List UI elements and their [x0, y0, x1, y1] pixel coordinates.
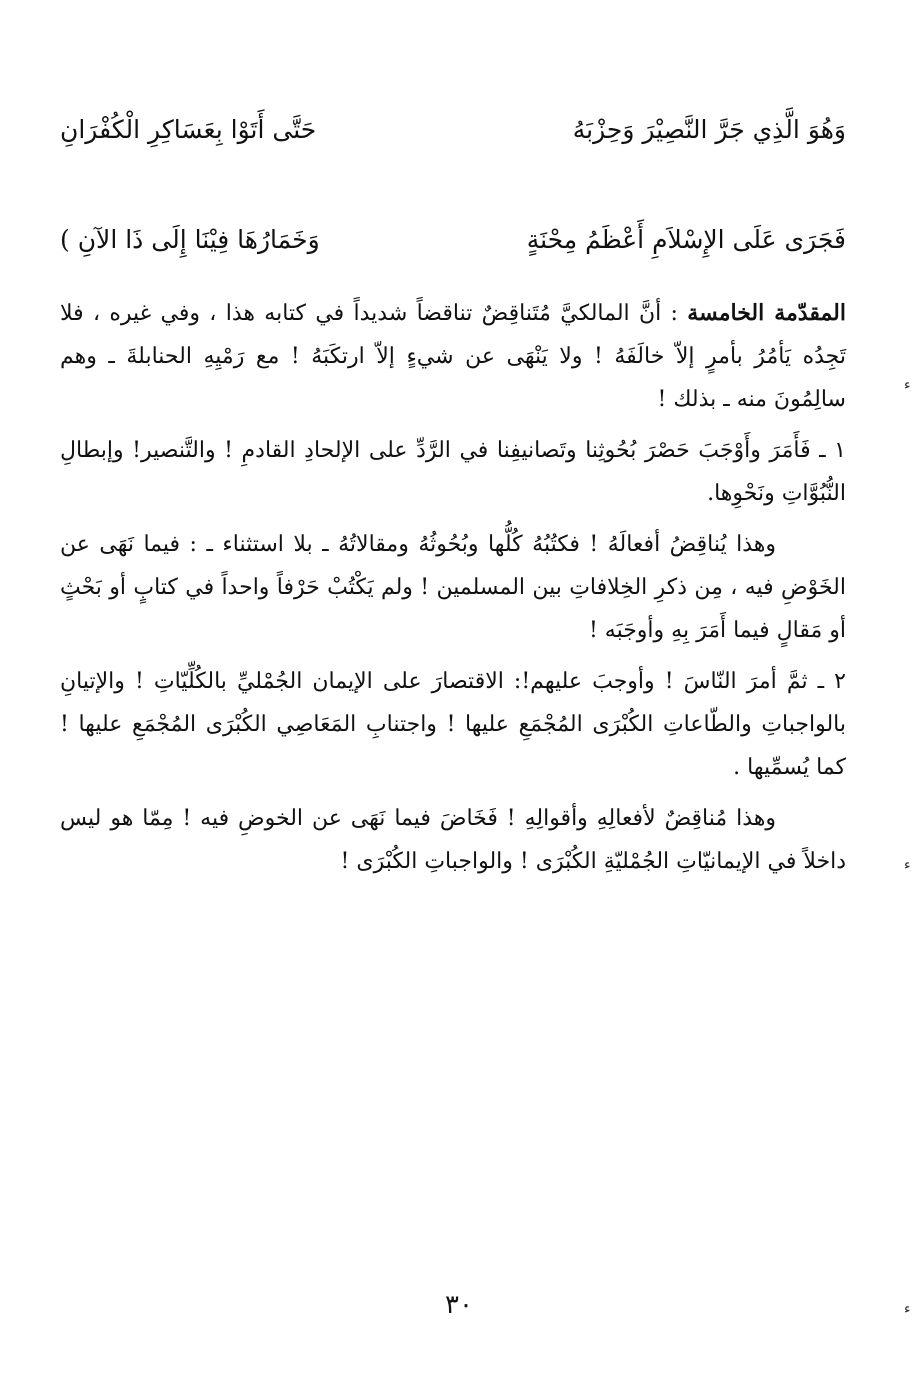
section-intro-paragraph	[60, 292, 846, 421]
section-intro-text: : أنَّ المالكيَّ مُتَناقِضٌ تناقضاً شديداً في كتابه هذا ، وفي غيره ، فلا تَجِدُه يَأمُرُ بأمرٍ إلاّ خالَفَهُ ! ولا يَنْهَى عن شيءٍ إلاّ ارتكَبَهُ ! مع رَمْيِهِ الحنابلةَ ـ وهم سالِمُونَ منه ـ بذلك !	[60, 301, 846, 412]
paragraph: ٢ ـ ثمَّ أمرَ النّاسَ ! وأوجبَ عليهم!: الاقتصارَ على الإيمان الجُمْليِّ بالكُلِّيّاتِ ! والإتيانِ بالواجباتِ والطّاعاتِ الكُبْرَى المُجْمَعِ عليها ! واجتنابِ المَعَاصِي الكُبْرَى المُجْمَعِ عليها ! كما يُسمِّيها .	[60, 669, 846, 780]
paragraph: وهذا يُناقِضُ أفعالَهُ ! فكتُبُهُ كُلُّها وبُحُوثُهُ ومقالاتُهُ ـ بلا استثناء ـ : فيما نَهَى عن الخَوْضِ فيه ، مِن ذكرِ الخِلافاتِ بين المسلمين ! ولم يَكْتُبْ حَرْفاً واحداً في كتابٍ أو بَحْثٍ أو مَقالٍ فيما أَمَرَ بِهِ وأوجَبَه !	[60, 532, 846, 643]
paragraph: ١ ـ فَأَمَرَ وأَوْجَبَ حَصْرَ بُحُوثِنا وتَصانيفِنا في الرَّدِّ على الإلحادِ القادمِ ! والتَّنصير! وإبطالِ النُّبُوَّاتِ ونَحْوِها.	[60, 438, 846, 506]
verse-first-hemistich: فَجَرَى عَلَى الإِسْلاَمِ أَعْظَمُ مِحْنَةٍ	[526, 225, 846, 254]
page-number: ٣٠	[445, 1290, 473, 1320]
paragraph: وهذا مُناقِضٌ لأفعالِهِ وأقوالِهِ ! فَخَاضَ فيما نَهَى عن الخوضِ فيه ! مِمّا هو ليس داخلاً في الإيمانيّاتِ الجُمْليّةِ الكُبْرَى ! والواجباتِ الكُبْرَى !	[60, 806, 846, 874]
scan-edge-mark: ء	[904, 857, 911, 873]
verse-first-hemistich: وَهُوَ الَّذِي جَرَّ النَّصِيْرَ وَحِزْبَهُ	[572, 115, 846, 144]
poem	[60, 110, 846, 260]
verse-second-hemistich: وَخَمَارُهَا فِيْنَا إِلَى ذَا الآنِ )	[60, 225, 320, 254]
scan-edge-mark: ء	[904, 1301, 911, 1317]
poem-verse	[60, 220, 846, 260]
verse-second-hemistich: حَتَّى أَتَوْا بِعَسَاكِرِ الْكُفْرَانِ	[60, 115, 317, 144]
scan-edge-mark: ء	[904, 377, 911, 393]
section-heading: المقدّمة الخامسة	[687, 300, 846, 326]
poem-verse	[60, 110, 846, 150]
section-body	[60, 292, 846, 891]
